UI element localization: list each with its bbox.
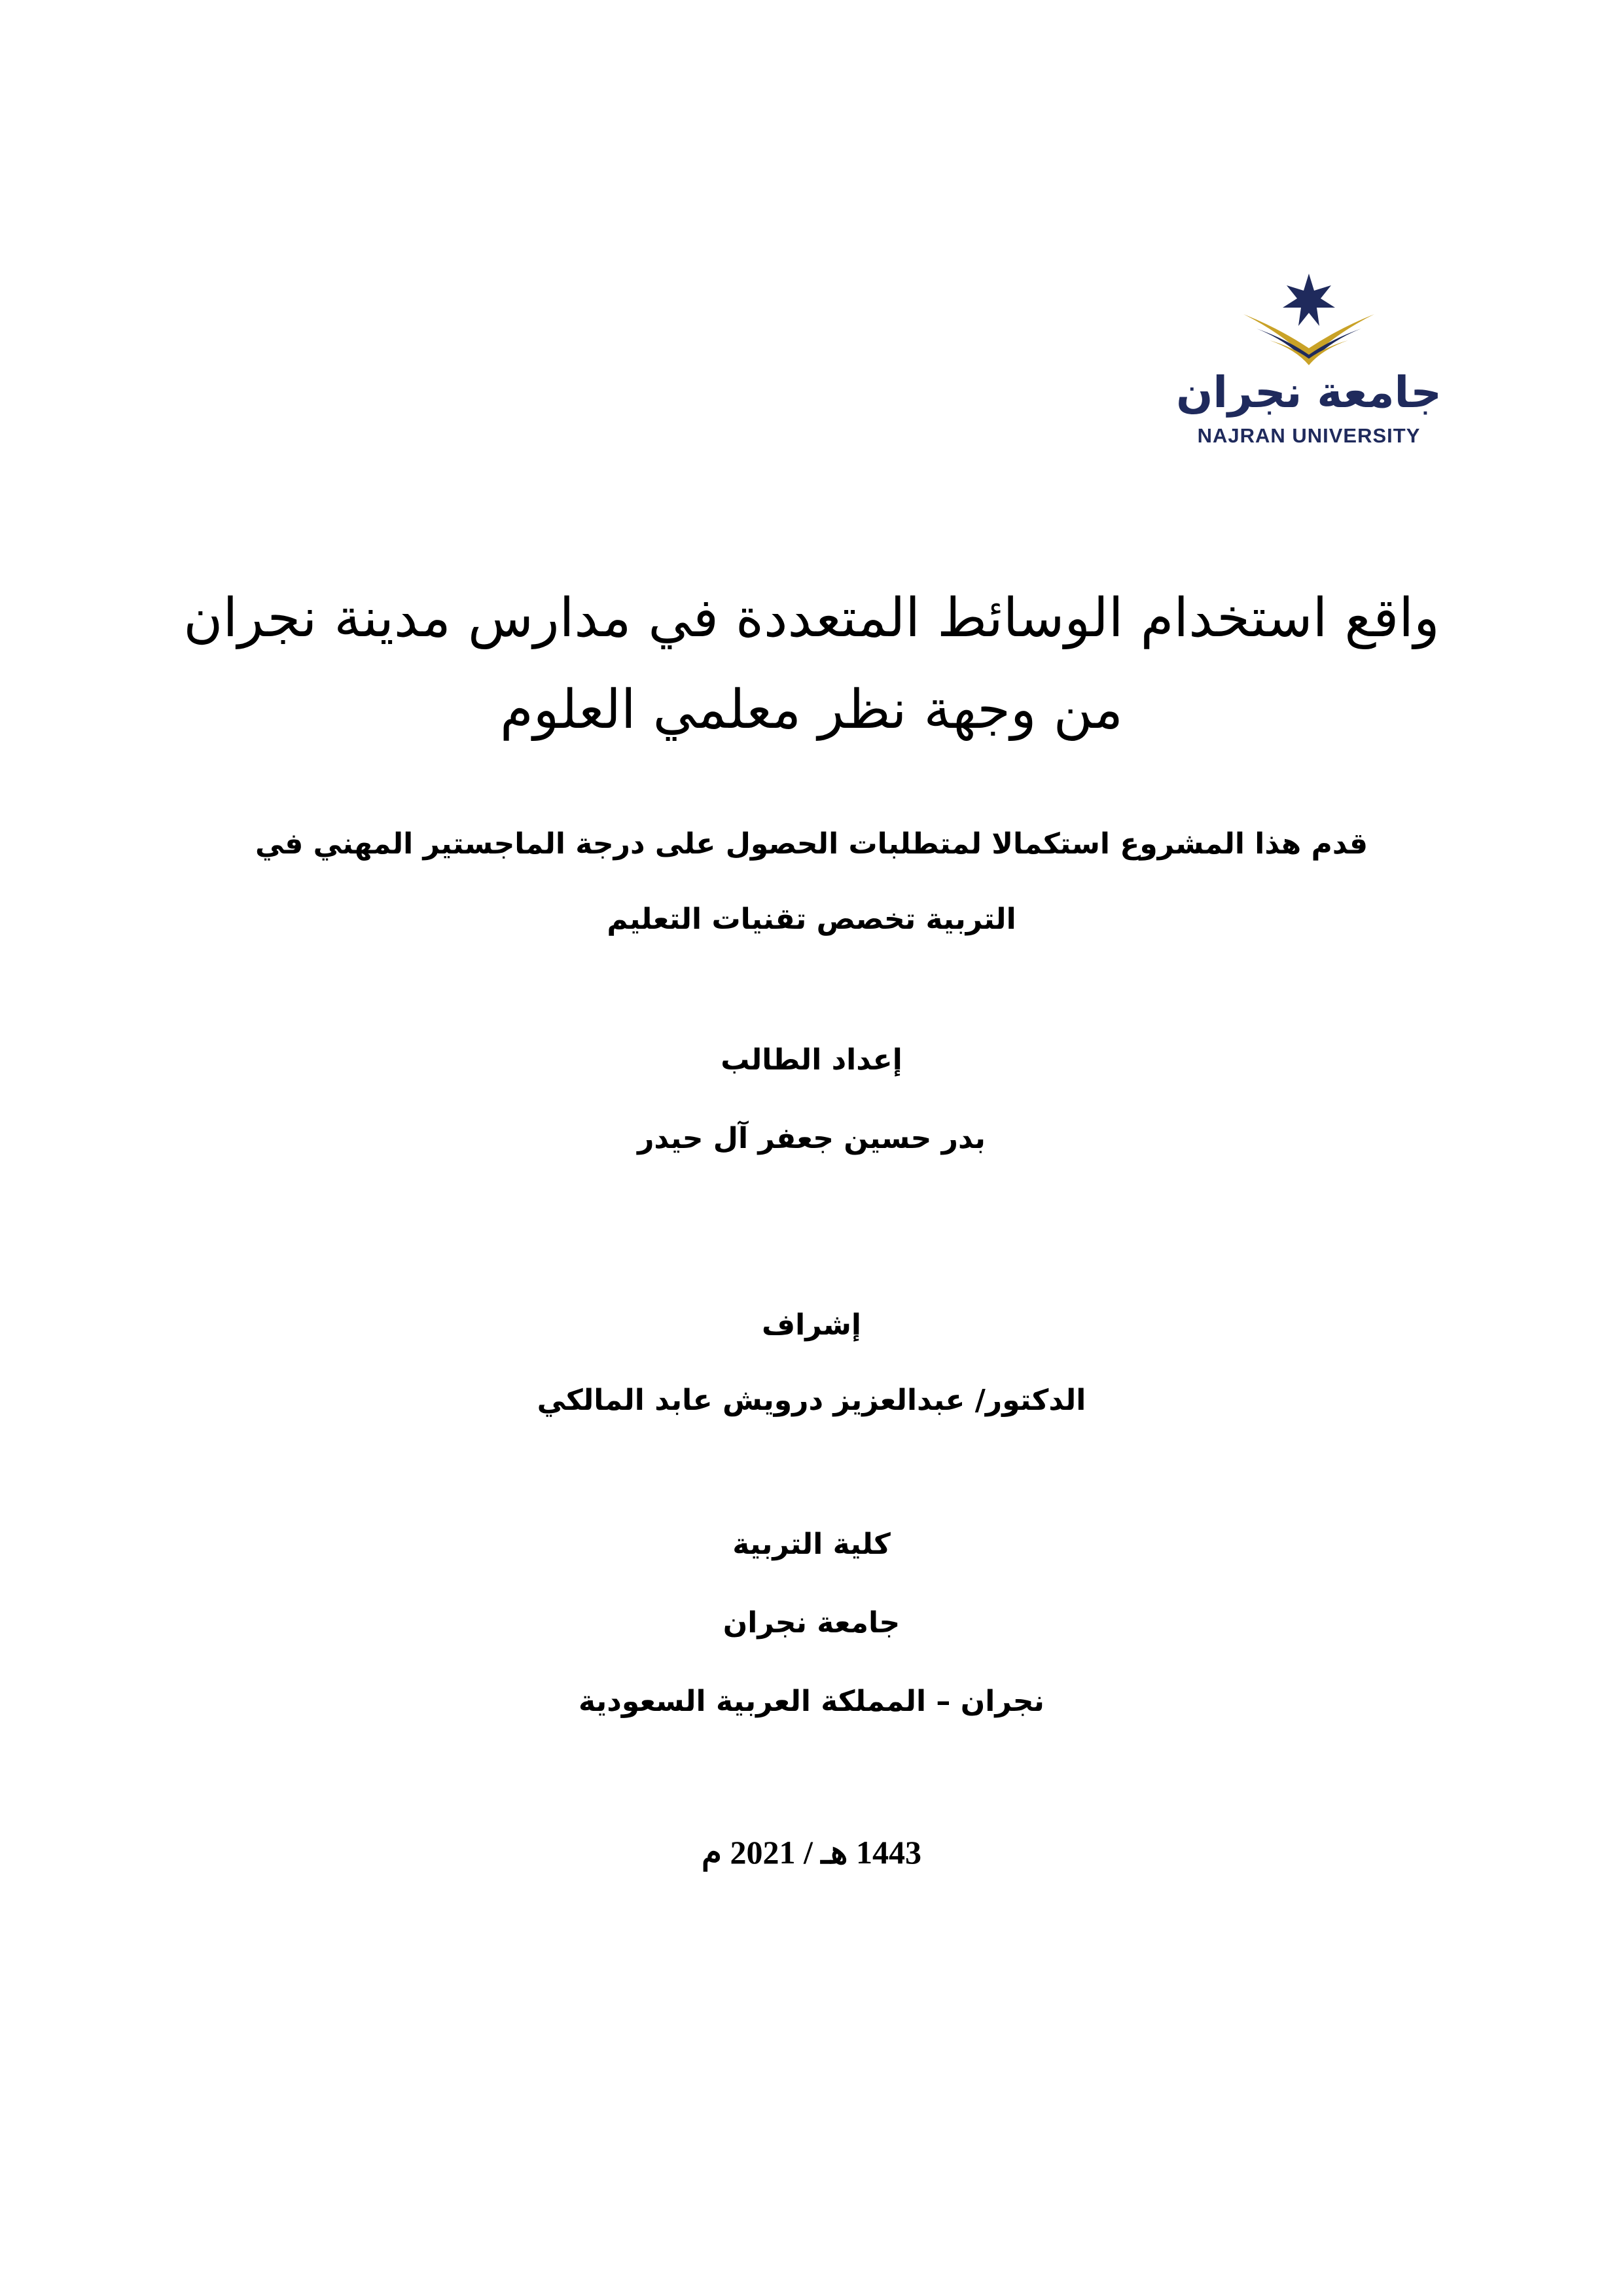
location: نجران – المملكة العربية السعودية — [579, 1685, 1044, 1718]
logo-english-name: NAJRAN UNIVERSITY — [1197, 424, 1421, 447]
university-name: جامعة نجران — [722, 1606, 901, 1640]
thesis-title-line-2: من وجهة نظر معلمي العلوم — [500, 679, 1123, 741]
date: 1443 هـ / 2021 م — [702, 1834, 921, 1871]
student-name: بدر حسين جعفر آل حيدر — [637, 1122, 986, 1155]
university-logo — [1171, 268, 1446, 458]
thesis-title-line-1: واقع استخدام الوسائط المتعددة في مدارس مدينة نجران — [183, 587, 1440, 649]
submission-statement-line-2: التربية تخصص تقنيات التعليم — [607, 903, 1016, 936]
submission-statement-line-1: قدم هذا المشروع استكمالا لمتطلبات الحصول على درجة الماجستير المهني في — [255, 827, 1368, 861]
najran-emblem-icon — [1171, 268, 1446, 367]
supervisor-name: الدكتور/ عبدالعزيز درويش عابد المالكي — [537, 1384, 1086, 1417]
supervision-label: إشراف — [762, 1308, 861, 1342]
logo-arabic-name: جامعة نجران — [1176, 367, 1442, 418]
student-label: إعداد الطالب — [721, 1043, 902, 1077]
college-name: كلية التربية — [732, 1528, 891, 1561]
